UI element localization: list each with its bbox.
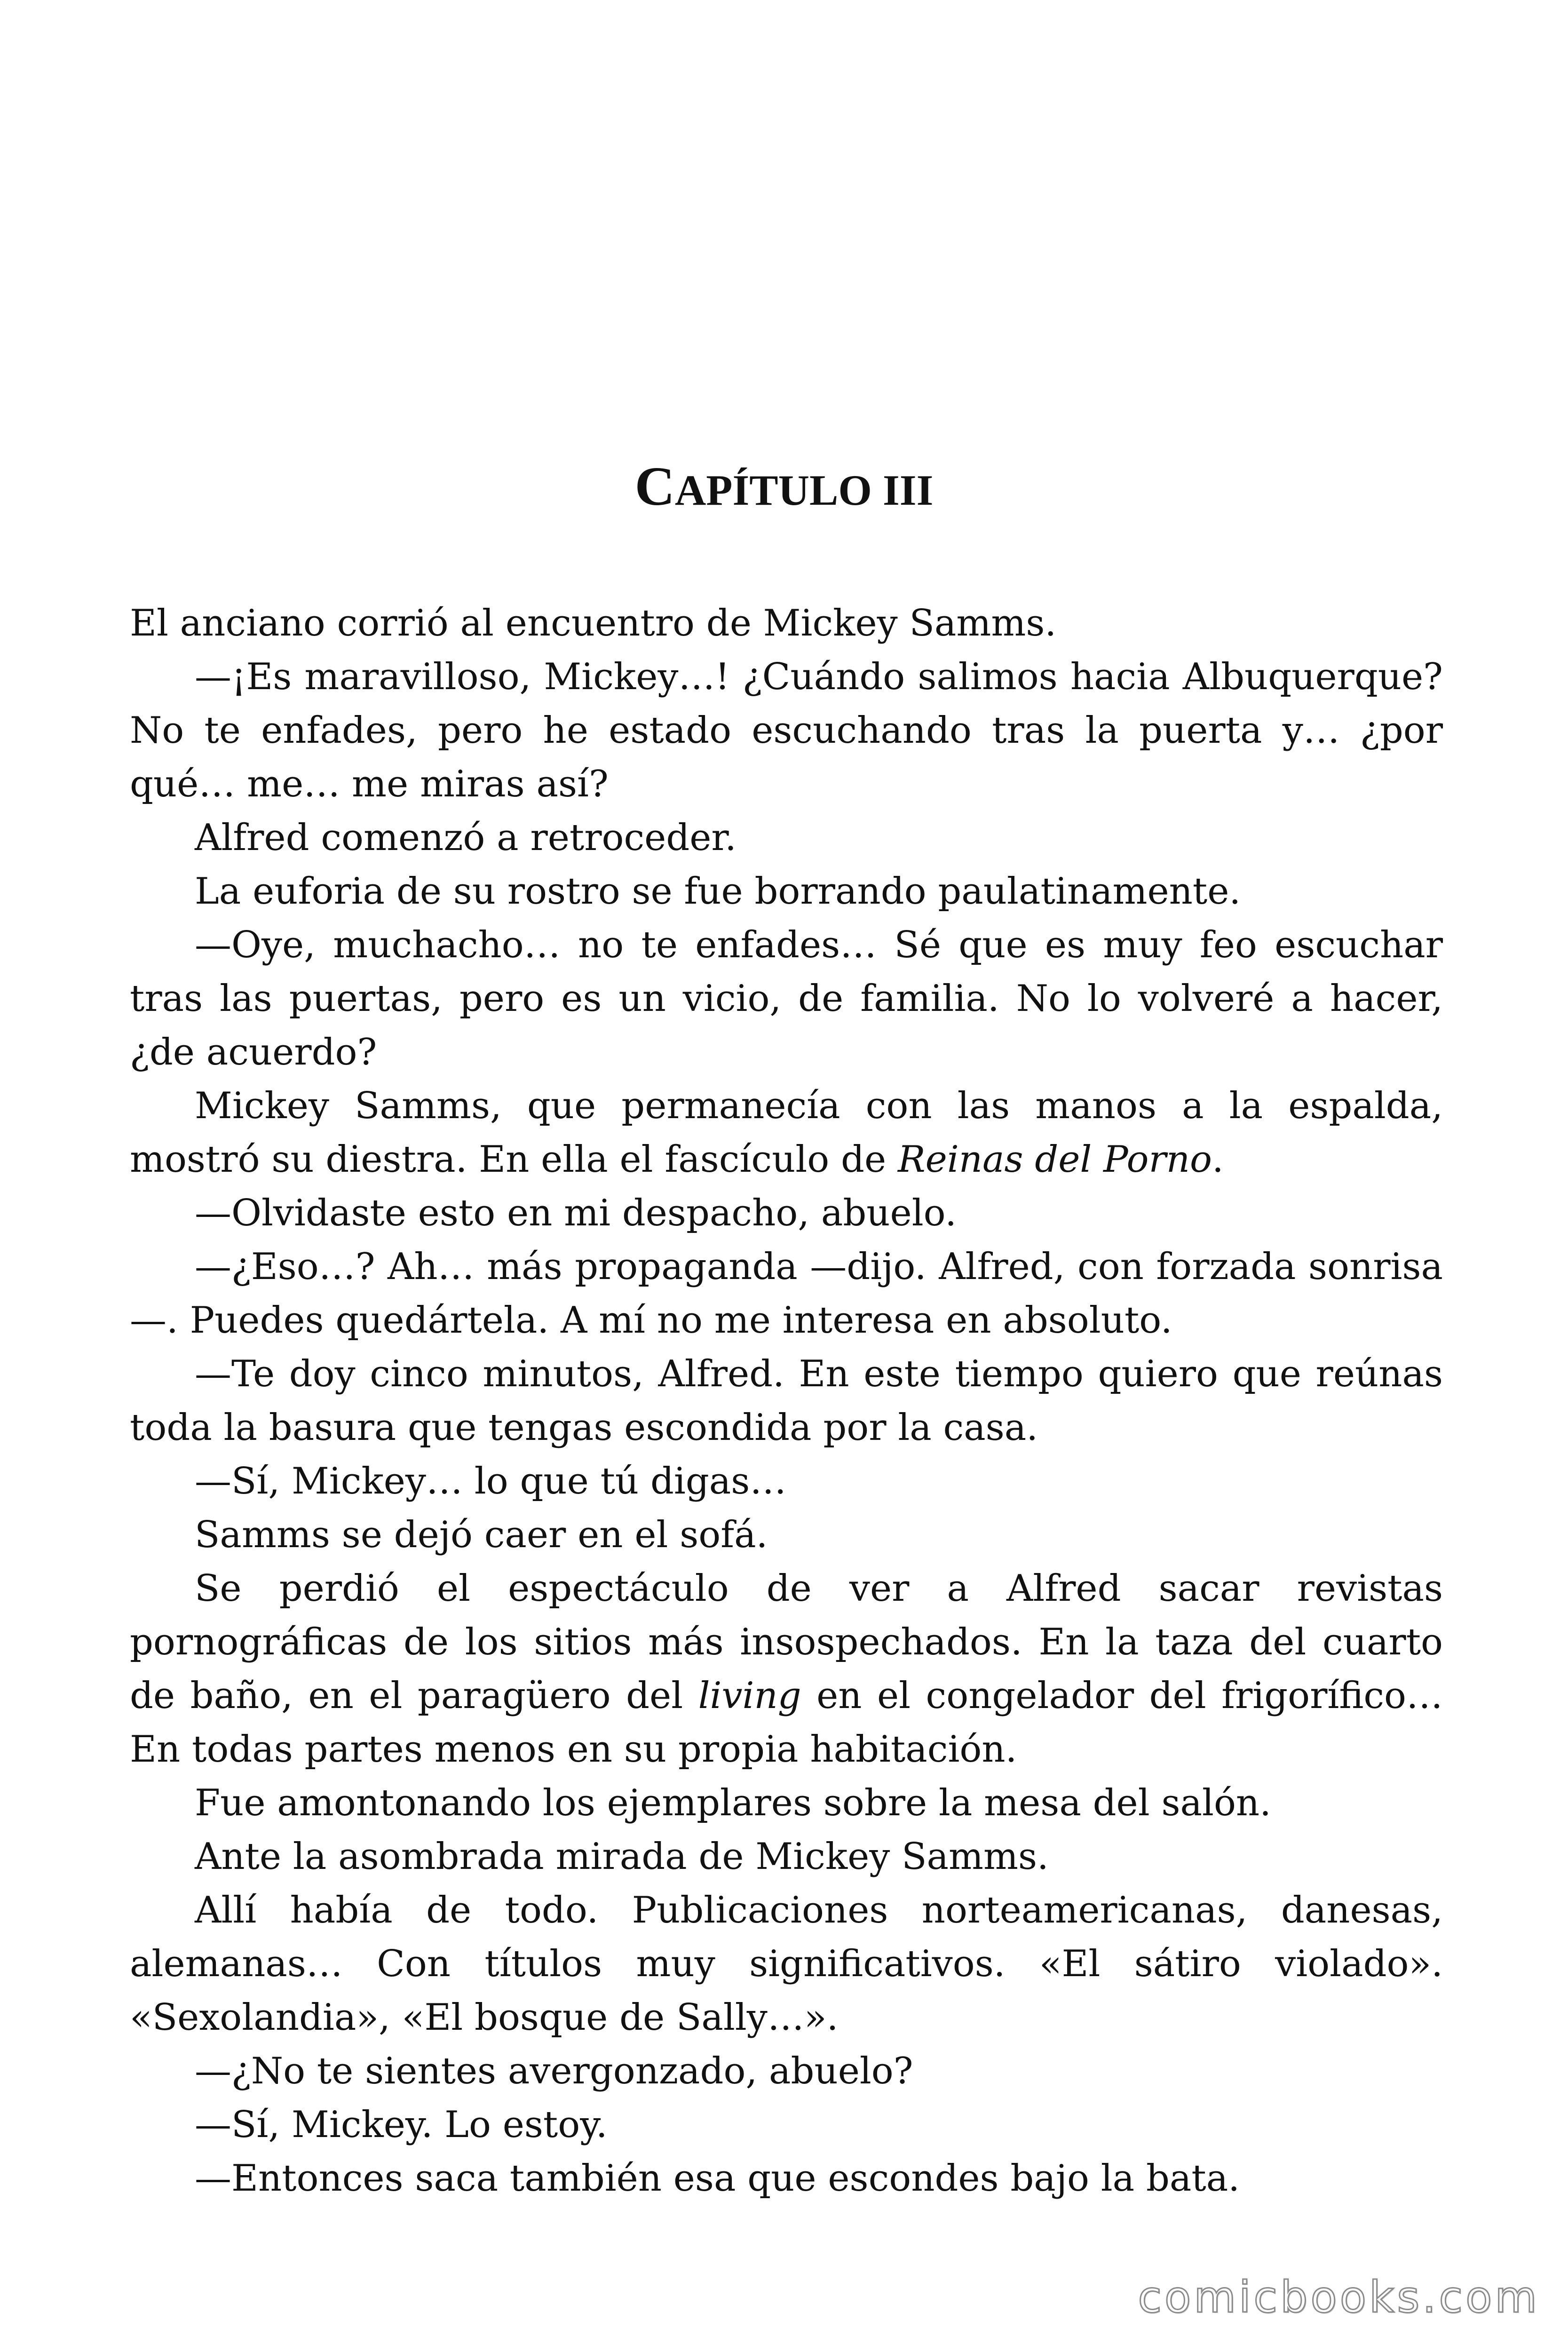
paragraph-text: . — [1212, 1138, 1224, 1181]
paragraph: —Sí, Mickey… lo que tú digas… — [195, 1460, 787, 1502]
magazine-title: Reinas del Porno — [897, 1138, 1212, 1181]
italic-word: living — [698, 1675, 801, 1717]
paragraph: —¿No te sientes avergonzado, abuelo? — [195, 2050, 913, 2092]
paragraph — [130, 1562, 1443, 1776]
paragraph-text: en el congelador del frigorífico… En todas partes menos en su propia habitación. — [130, 1675, 1443, 1771]
chapter-title-initial: C — [634, 455, 675, 517]
paragraph: Alfred comenzó a retroceder. — [195, 817, 736, 859]
paragraph: Samms se dejó caer en el sofá. — [195, 1514, 768, 1556]
paragraph: —¡Es maravilloso, Mickey…! ¿Cuándo salimos hacia Albuquerque? No te enfades, pero he estado escuchando tras la puerta y… ¿por qué… me… me miras así? — [130, 656, 1443, 805]
paragraph: —¿Eso…? Ah… más propaganda —dijo. Alfred, con forzada sonrisa—. Puedes quedártela. A mí no me interesa en absoluto. — [130, 1246, 1443, 1342]
paragraph: —Entonces saca también esa que escondes bajo la bata. — [195, 2157, 1240, 2200]
site-watermark: comicbooks.com — [1138, 2272, 1540, 2322]
paragraph: El anciano corrió al encuentro de Mickey Samms. — [130, 602, 1057, 644]
paragraph: Ante la asombrada mirada de Mickey Samms. — [195, 1836, 1049, 1878]
paragraph: —Olvidaste esto en mi despacho, abuelo. — [195, 1192, 957, 1234]
chapter-title — [0, 455, 1568, 517]
paragraph: —Te doy cinco minutos, Alfred. En este tiempo quiero que reúnas toda la basura que tengas escondida por la casa. — [130, 1353, 1443, 1449]
paragraph: La euforia de su rostro se fue borrando paulatinamente. — [195, 870, 1241, 913]
paragraph: Fue amontonando los ejemplares sobre la mesa del salón. — [195, 1782, 1271, 1824]
paragraph: Allí había de todo. Publicaciones norteamericanas, danesas, alemanas… Con títulos muy significativos. «El sátiro violado». «Sexolandia», «El bosque de Sally…». — [130, 1889, 1443, 2039]
paragraph-text: Mickey Samms, que permanecía con las manos a la espalda, mostró su diestra. En ella el fascículo de — [130, 1085, 1443, 1181]
chapter-title-rest: APÍTULO III — [674, 466, 934, 514]
chapter-body — [130, 596, 1443, 2205]
paragraph — [130, 1079, 1443, 1186]
paragraph: —Oye, muchacho… no te enfades… Sé que es muy feo escuchar tras las puertas, pero es un vicio, de familia. No lo volveré a hacer, ¿de acuerdo? — [130, 924, 1443, 1073]
paragraph: —Sí, Mickey. Lo estoy. — [195, 2104, 608, 2146]
paragraph-text: Se perdió el espectáculo de ver a Alfred sacar revistas pornográficas de los sitios más insospechados. En la taza del cuarto de baño, en el paragüero del — [130, 1567, 1443, 1717]
